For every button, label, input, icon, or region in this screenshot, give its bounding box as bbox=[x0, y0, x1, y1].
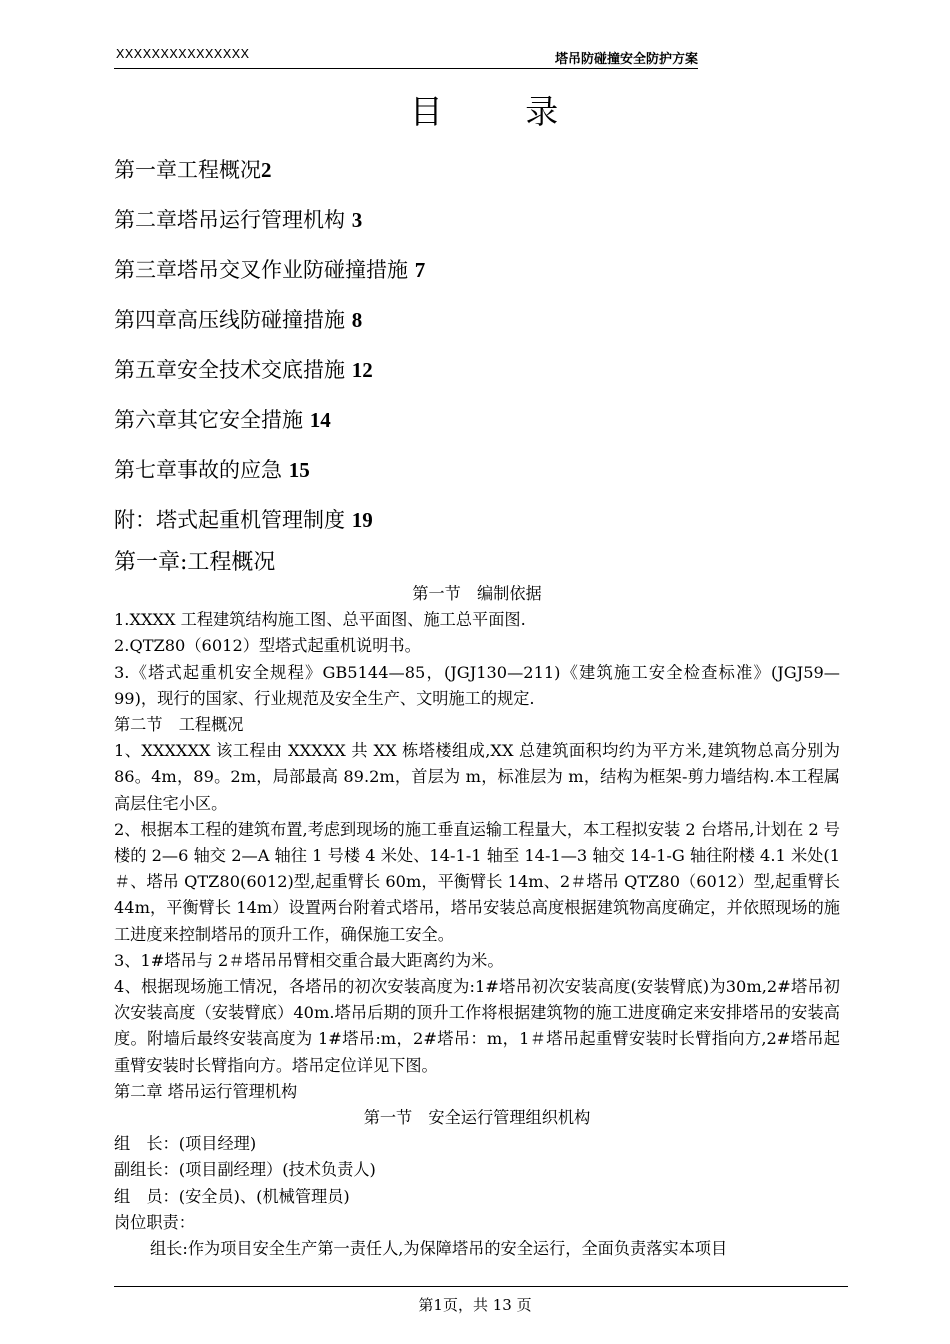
member-line: 岗位职责： bbox=[114, 1212, 195, 1232]
header-document-title: 塔吊防碰撞安全防护方案 bbox=[554, 52, 698, 67]
chapter-2-heading: 第二章 塔吊运行管理机构 bbox=[114, 1081, 298, 1101]
toc-item-page: 2 bbox=[261, 158, 272, 182]
toc-item[interactable] bbox=[114, 202, 425, 252]
toc-item-page: 7 bbox=[414, 258, 426, 282]
basis-item: 3.《塔式起重机安全规程》GB5144—85，(JGJ130—211)《建筑施工安全检查标准》(JGJ59—99)，现行的国家、行业规范及安全生产、文明施工的规定. bbox=[114, 662, 840, 708]
overview-paragraph: 1、XXXXXX 该工程由 XXXXX 共 XX 栋塔楼组成,XX 总建筑面积均约为平方米,建筑物总高分别为 86。4m，89。2m，局部最高 89.2m，首层为 m，标准层为 m，结构为框架-剪力墙结构.本工程属高层住宅小区。 bbox=[114, 741, 840, 813]
toc-item-page: 8 bbox=[351, 308, 363, 332]
basis-item: 2.QTZ80（6012）型塔式起重机说明书。 bbox=[114, 636, 421, 656]
duty-paragraph: 组长:作为项目安全生产第一责任人,为保障塔吊的安全运行，全面负责落实本项目 bbox=[150, 1239, 728, 1259]
chapter-1-heading: 第一章:工程概况 bbox=[114, 550, 276, 575]
page-number: 第1页，共 13 页 bbox=[418, 1296, 532, 1314]
overview-paragraph: 2、根据本工程的建筑布置,考虑到现场的施工垂直运输工程量大，本工程拟安装 2 台塔吊,计划在 2 号楼的 2—6 轴交 2—A 轴往 1 号楼 4 米处、14-1-1 轴至 14-1—3 轴交 14-1-G 轴往附楼 4.1 米处(1＃、塔吊 QTZ80(6012)型,起重臂长 60m，平衡臂长 14m、2＃塔吊 QTZ80（6012）型,起重臂长 44m，平衡臂长 14m）设置两台附着式塔吊，塔吊安装总高度根据建筑物高度确定，并依照现场的施工进度来控制塔吊的顶升工作，确保施工安全。 bbox=[114, 819, 840, 944]
toc-item-label: 第四章高压线防碰撞措施 bbox=[114, 308, 345, 332]
footer-divider bbox=[114, 1286, 848, 1287]
toc-item[interactable] bbox=[114, 452, 425, 502]
toc-item-page: 14 bbox=[309, 408, 331, 432]
header-divider bbox=[114, 68, 698, 69]
toc-item[interactable] bbox=[114, 302, 425, 352]
toc-item-label: 附：塔式起重机管理制度 bbox=[114, 508, 345, 532]
toc-item[interactable] bbox=[114, 252, 425, 302]
toc-item-label: 第一章工程概况 bbox=[114, 158, 261, 182]
toc-item-label: 第五章安全技术交底措施 bbox=[114, 358, 345, 382]
toc-item-page: 15 bbox=[288, 458, 310, 482]
toc-item-page: 12 bbox=[351, 358, 373, 382]
toc-item[interactable] bbox=[114, 152, 425, 202]
section-title: 第一节 安全运行管理组织机构 bbox=[363, 1108, 591, 1128]
toc-item[interactable] bbox=[114, 402, 425, 452]
header-left-text: XXXXXXXXXXXXXXX bbox=[116, 47, 250, 63]
toc-item-page: 19 bbox=[351, 508, 373, 532]
toc-item-label: 第七章事故的应急 bbox=[114, 458, 282, 482]
toc-item-page: 3 bbox=[351, 208, 363, 232]
overview-paragraph: 4、根据现场施工情况，各塔吊的初次安装高度为:1#塔吊初次安装高度(安装臂底)为30m,2#塔吊初次安装高度（安装臂底）40m.塔吊后期的顶升工作将根据建筑物的施工进度确定来安排塔吊的安装高度。附墙后最终安装高度为 1#塔吊:m，2#塔吊：m，1＃塔吊起重臂安装时长臂指向方,2#塔吊起重臂安装时长臂指向方。塔吊定位详见下图。 bbox=[114, 977, 840, 1075]
toc-list bbox=[114, 152, 425, 552]
section-title: 第一节 编制依据 bbox=[412, 584, 542, 603]
basis-item: 1.XXXX 工程建筑结构施工图、总平面图、施工总平面图. bbox=[114, 610, 526, 630]
member-line: 组 长：(项目经理) bbox=[114, 1134, 257, 1154]
section-title: 第二节 工程概况 bbox=[114, 715, 244, 735]
overview-paragraph: 3、1#塔吊与 2＃塔吊吊臂相交重合最大距离约为米。 bbox=[114, 950, 504, 970]
toc-item[interactable] bbox=[114, 352, 425, 402]
member-line: 副组长：(项目副经理）(技术负责人) bbox=[114, 1160, 376, 1180]
toc-item-label: 第二章塔吊运行管理机构 bbox=[114, 208, 345, 232]
toc-item-label: 第三章塔吊交叉作业防碰撞措施 bbox=[114, 258, 408, 282]
toc-item-label: 第六章其它安全措施 bbox=[114, 408, 303, 432]
toc-title: 目 录 bbox=[409, 92, 595, 131]
body-text bbox=[114, 581, 840, 1262]
member-line: 组 员：(安全员)、(机械管理员) bbox=[114, 1186, 350, 1206]
